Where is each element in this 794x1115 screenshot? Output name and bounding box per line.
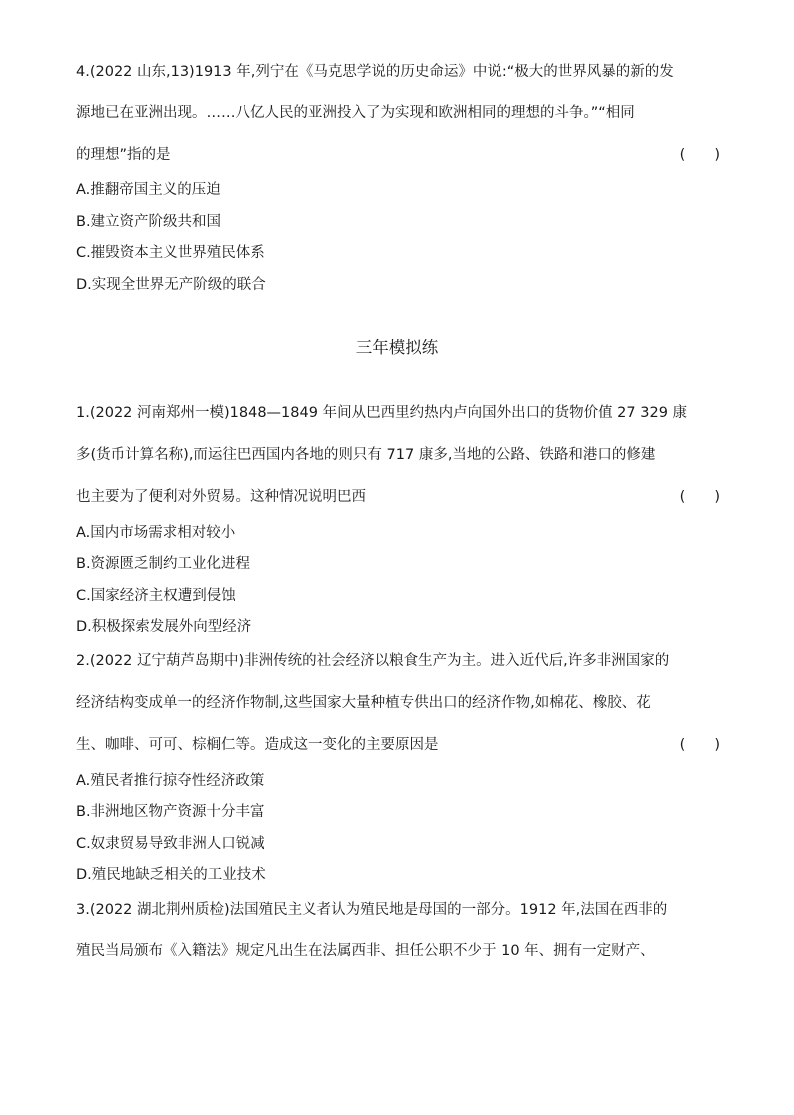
- q2-option-d: D.殖民地缺乏相关的工业技术: [76, 867, 266, 883]
- q4-answer-bracket: ( ): [679, 147, 720, 163]
- q4-option-d: D.实现全世界无产阶级的联合: [76, 277, 266, 293]
- q2-option-b: B.非洲地区物产资源十分丰富: [76, 804, 265, 820]
- q4-option-c: C.摧毁资本主义世界殖民体系: [76, 245, 265, 261]
- q4-stem-line-3: [76, 145, 720, 165]
- q1-option-c: C.国家经济主权遭到侵蚀: [76, 588, 236, 604]
- q1-option-d: D.积极探索发展外向型经济: [76, 619, 252, 635]
- q1-stem-line-2: 多(货币计算名称),而运往巴西国内各地的则只有 717 康多,当地的公路、铁路和港口的修建: [76, 447, 656, 463]
- q1-stem-line-3: [76, 487, 720, 507]
- q1-option-b: B.资源匮乏制约工业化进程: [76, 556, 251, 572]
- q4-stem-line-1: 4.(2022 山东,13)1913 年,列宁在《马克思学说的历史命运》中说:“极大的世界风暴的新的发: [76, 64, 674, 80]
- section-title: 三年模拟练: [355, 338, 439, 357]
- q2-stem-line-1: 2.(2022 辽宁葫芦岛期中)非洲传统的社会经济以粮食生产为主。进入近代后,许多非洲国家的: [76, 653, 670, 669]
- q4-stem-text: 的理想”指的是: [76, 147, 171, 163]
- q1-stem-text: 也主要为了便利对外贸易。这种情况说明巴西: [76, 489, 366, 505]
- q1-answer-bracket: ( ): [679, 489, 720, 505]
- q2-stem-line-2: 经济结构变成单一的经济作物制,这些国家大量种植专供出口的经济作物,如棉花、橡胶、花: [76, 695, 651, 711]
- q2-option-a: A.殖民者推行掠夺性经济政策: [76, 773, 265, 789]
- q2-stem-text: 生、咖啡、可可、棕榈仁等。造成这一变化的主要原因是: [76, 737, 439, 753]
- q2-option-c: C.奴隶贸易导致非洲人口锐减: [76, 836, 265, 852]
- q4-option-a: A.推翻帝国主义的压迫: [76, 182, 221, 198]
- q4-stem-line-2: 源地已在亚洲出现。……八亿人民的亚洲投入了为实现和欧洲相同的理想的斗争。”“相同: [76, 105, 635, 121]
- q1-option-a: A.国内市场需求相对较小: [76, 525, 236, 541]
- q4-option-b: B.建立资产阶级共和国: [76, 214, 222, 230]
- q2-answer-bracket: ( ): [679, 737, 720, 753]
- q1-stem-line-1: 1.(2022 河南郑州一模)1848—1849 年间从巴西里约热内卢向国外出口的货物价值 27 329 康: [76, 405, 688, 421]
- q3-stem-line-1: 3.(2022 湖北荆州质检)法国殖民主义者认为殖民地是母国的一部分。1912 年,法国在西非的: [76, 902, 668, 918]
- q2-stem-line-3: [76, 735, 720, 755]
- q3-stem-line-2: 殖民当局颁布《入籍法》规定凡出生在法属西非、担任公职不少于 10 年、拥有一定财产、: [76, 943, 655, 959]
